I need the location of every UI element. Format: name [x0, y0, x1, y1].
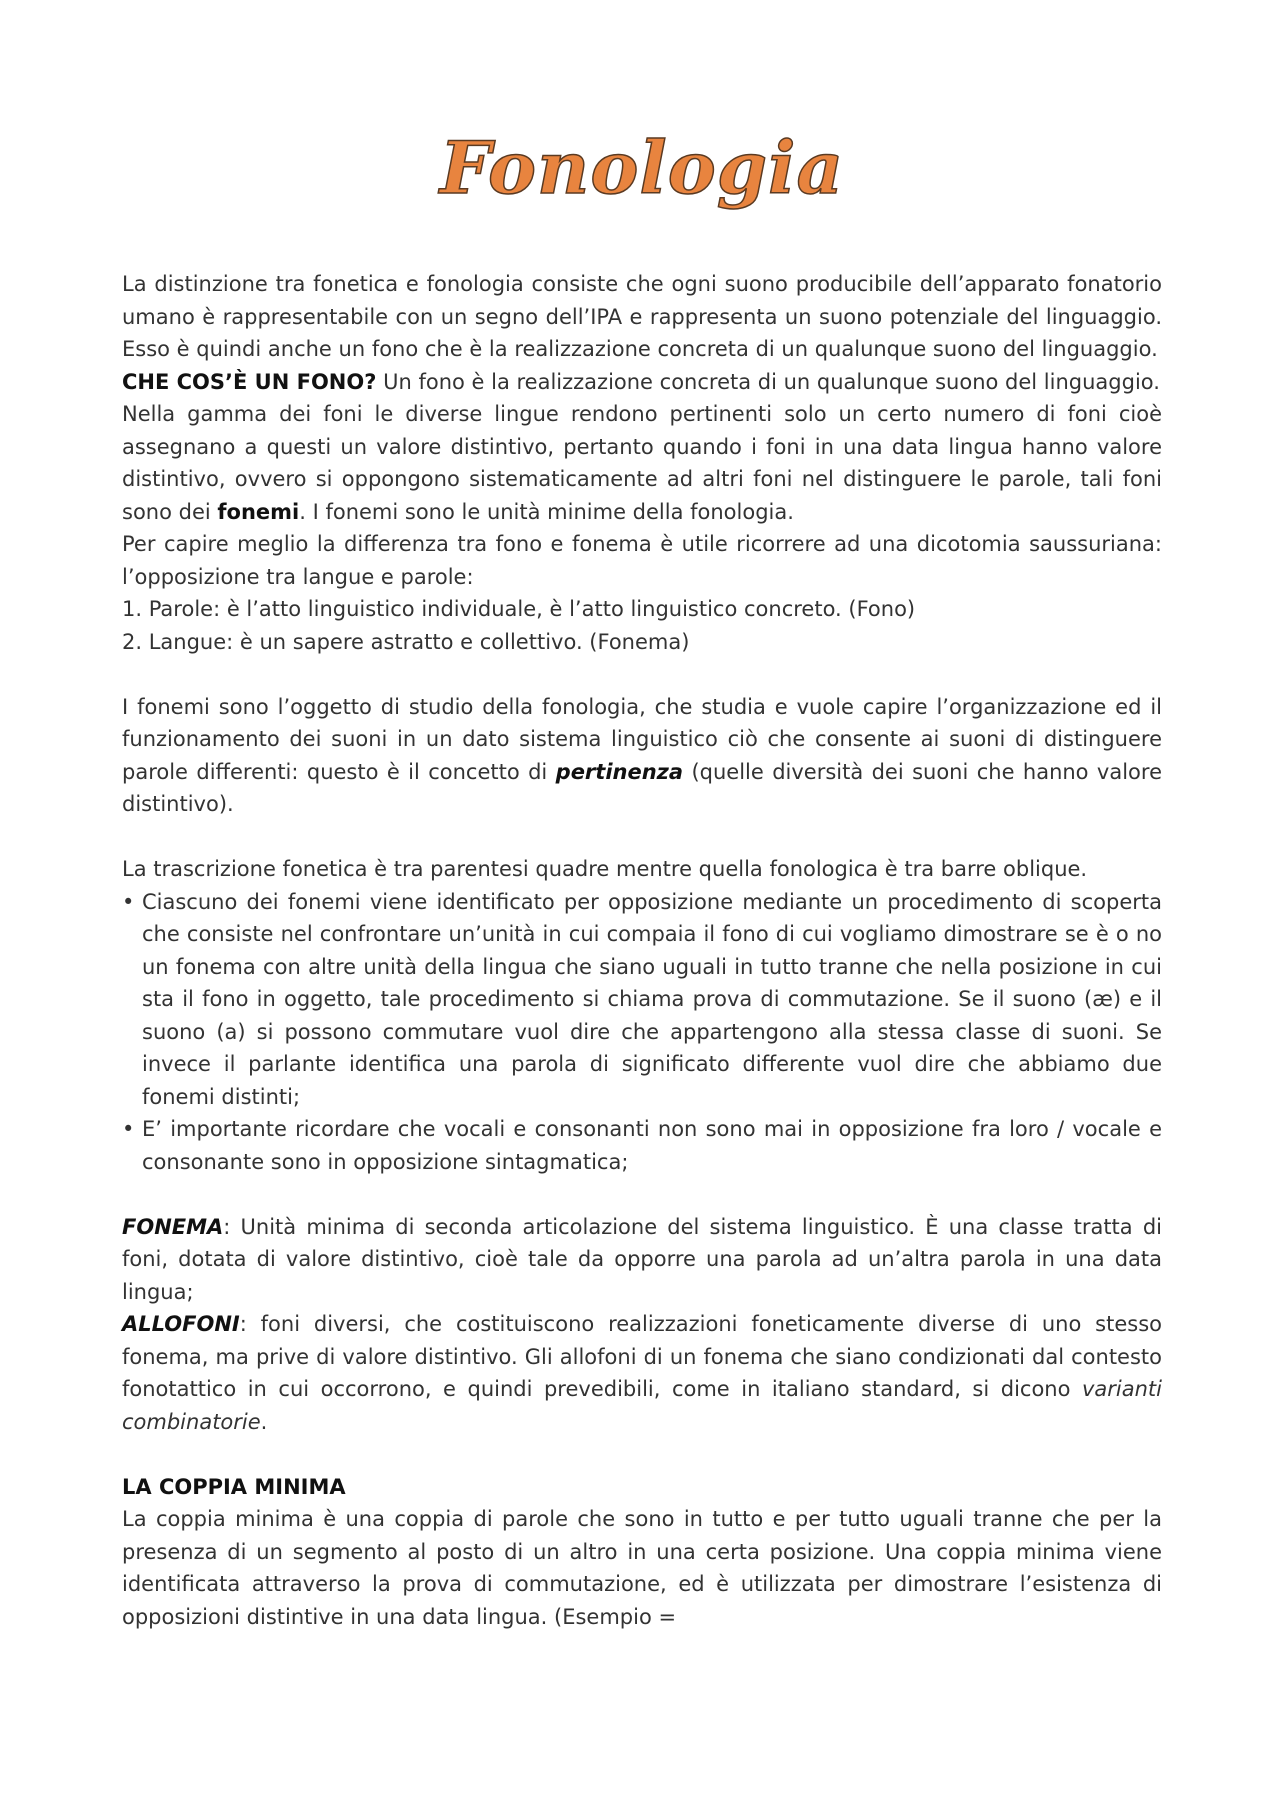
list-item [122, 886, 1162, 1114]
fonemi-text-before: Nella gamma dei foni le diverse lingue rendono pertinenti solo un certo numero di foni cioè assegnano a questi un valore distintivo, pertanto quando i foni in una data lingua hanno valore distintivo, ovvero si oppongono sistematicamente ad altri foni nel distinguere le parole, tali foni sono dei [122, 402, 1162, 524]
list-item [122, 1113, 1162, 1178]
coppia-minima-heading: LA COPPIA MINIMA [122, 1474, 346, 1499]
fonema-definition [122, 1211, 1162, 1309]
fono-definition-paragraph [122, 366, 1162, 399]
allofoni-definition [122, 1308, 1162, 1438]
fonemi-paragraph [122, 398, 1162, 528]
fonema-text: : Unità minima di seconda articolazione del sistema linguistico. È una classe tratta di foni, dotata di valore distintivo, cioè tale da opporre una parola ad un’altra parola in una data lingua; [122, 1214, 1162, 1304]
pertinenza-text-before: I fonemi sono l’oggetto di studio della fonologia, che studia e vuole capire l’organizzazione ed il funzionamento dei suoni in un dato sistema linguistico ciò che consente ai suoni di distinguere parole differenti: questo è il concetto di [122, 694, 1162, 784]
bullet-text-commutazione: Ciascuno dei fonemi viene identificato per opposizione mediante un procedimento di scoperta che consiste nel confrontare un’unità in cui compaia il fono di cui vogliamo dimostrare se è o no un fonema con altre unità della lingua che siano uguali in tutto tranne che nella posizione in cui sta il fono in oggetto, tale procedimento si chiama prova di commutazione. Se il suono (æ) e il suono (a) si possono commutare vuol dire che appartengono alla stessa classe di suoni. Se invece il parlante identifica una parola di significato differente vuol dire che abbiamo due fonemi distinti; [142, 889, 1162, 1109]
pertinenza-text-after: (quelle diversità dei suoni che hanno valore distintivo). [122, 759, 1162, 816]
document-page [122, 120, 1162, 1633]
fonemi-keyword: fonemi [217, 499, 300, 524]
allofoni-text: : foni diversi, che costituiscono realizzazioni foneticamente diverse di uno stesso fonema, ma prive di valore distintivo. Gli allofoni di un fonema che siano condizionati dal contesto fonotattico in cui occorrono, e quindi prevedibili, come in italiano standard, si dicono [122, 1312, 1162, 1401]
fonema-term: FONEMA [122, 1214, 224, 1239]
bullet-icon: • [122, 889, 135, 914]
bullet-text-vocali-consonanti: E’ importante ricordare che vocali e consonanti non sono mai in opposizione fra loro / vocale e consonante sono in opposizione sintagmatica; [142, 1117, 1162, 1174]
spacer [122, 821, 1162, 854]
trascrizione-line: La trascrizione fonetica è tra parentesi quadre mentre quella fonologica è tra barre oblique. [122, 857, 1088, 881]
allofoni-term: ALLOFONI [122, 1312, 240, 1336]
numbered-item-parole: 1. Parole: è l’atto linguistico individuale, è l’atto linguistico concreto. (Fono) [122, 597, 916, 621]
bullet-icon: • [122, 1117, 135, 1141]
fono-question-text: Un fono è la realizzazione concreta di un qualunque suono del linguaggio. [376, 369, 1160, 394]
coppia-minima-paragraph: La coppia minima è una coppia di parole che sono in tutto e per tutto uguali tranne che per la presenza di un segmento al posto di un altro in una certa posizione. Una coppia minima viene identificata attraverso la prova di commutazione, ed è utilizzata per dimostrare l’esistenza di opposizioni distintive in una data lingua. (Esempio = [122, 1507, 1162, 1629]
pertinenza-paragraph [122, 691, 1162, 821]
spacer [122, 658, 1162, 691]
dicotomia-intro: Per capire meglio la differenza tra fono e fonema è utile ricorrere ad una dicotomia saussuriana: l’opposizione tra langue e parole: [122, 532, 1162, 589]
intro-paragraph: La distinzione tra fonetica e fonologia consiste che ogni suono producibile dell’apparato fonatorio umano è rappresentabile con un segno dell’IPA e rappresenta un suono potenziale del linguaggio. Esso è quindi anche un fono che è la realizzazione concreta di un qualunque suono del linguaggio. [122, 272, 1162, 361]
fonemi-text-after: . I fonemi sono le unità minime della fonologia. [299, 499, 794, 524]
varianti-combinatorie: varianti combinatorie [122, 1377, 1162, 1434]
numbered-item-langue: 2. Langue: è un sapere astratto e collettivo. (Fonema) [122, 629, 690, 654]
bullet-list [122, 886, 1162, 1179]
allofoni-end: . [260, 1409, 268, 1434]
spacer [122, 1438, 1162, 1471]
fono-question-label: CHE COS’È UN FONO? [122, 369, 377, 394]
pertinenza-keyword: pertinenza [555, 759, 684, 784]
spacer [122, 1178, 1162, 1211]
page-title: Fonologia [439, 125, 845, 210]
